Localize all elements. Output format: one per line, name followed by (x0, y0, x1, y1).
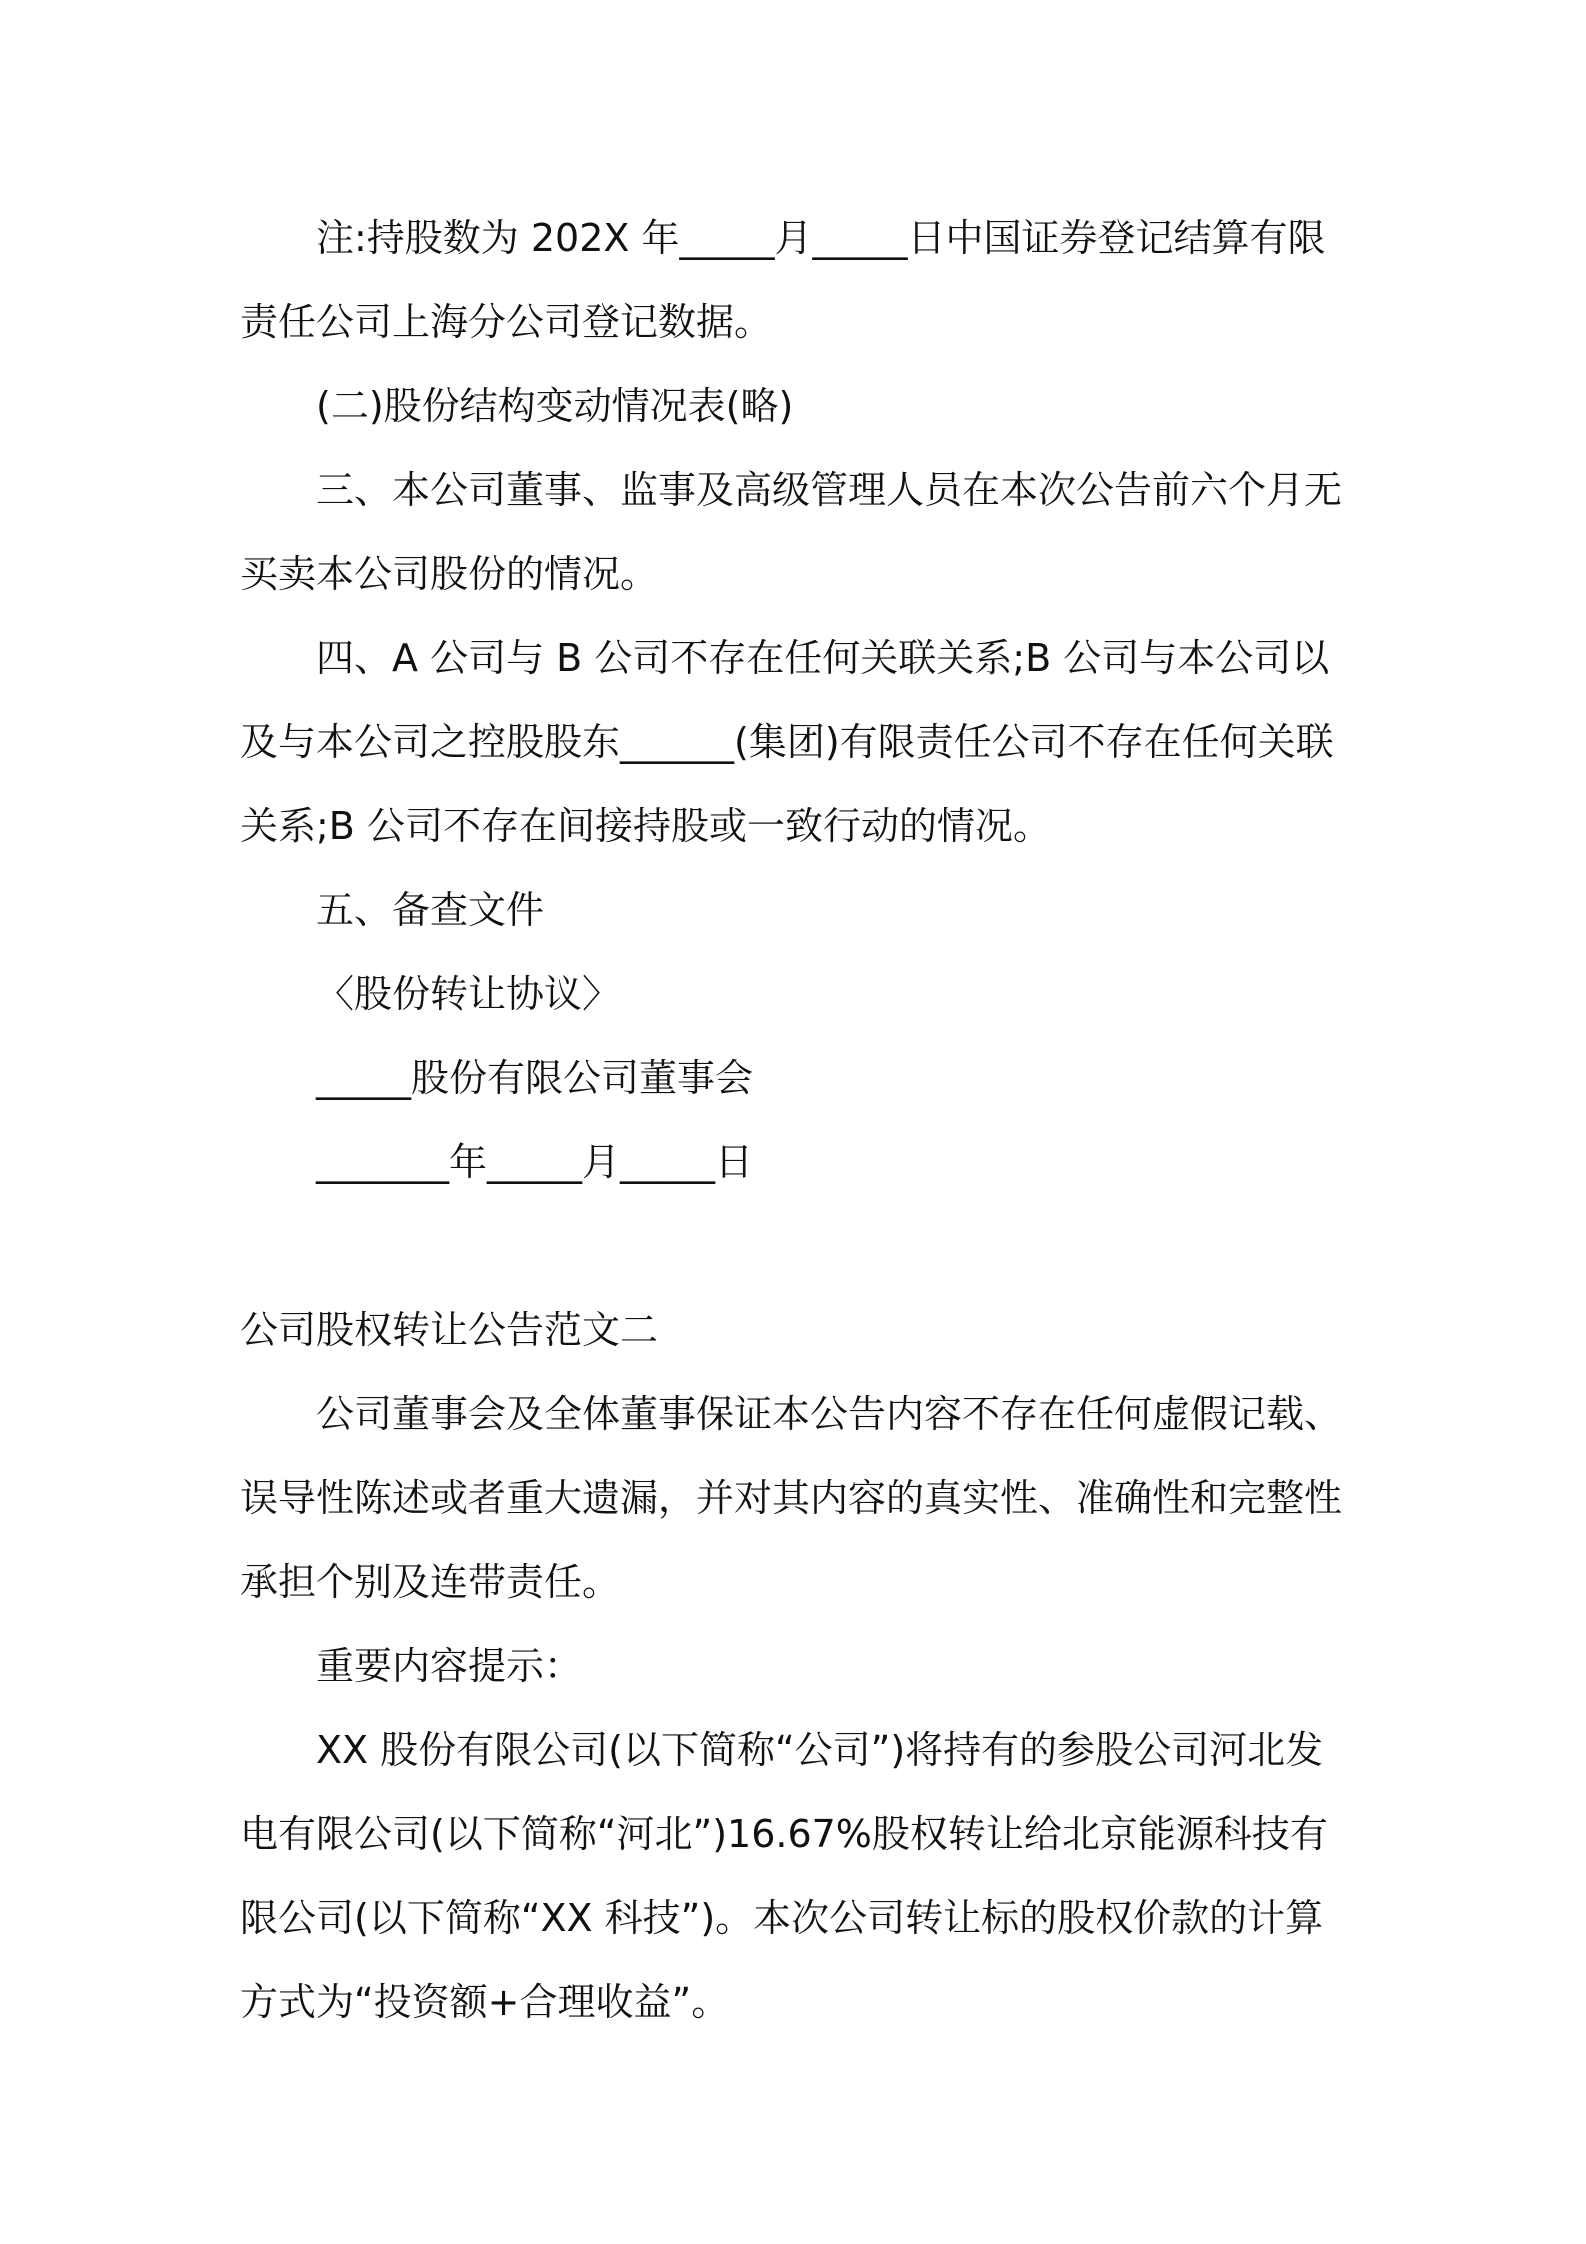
share-structure-paragraph: (二)股份结构变动情况表(略) (316, 384, 794, 428)
important-notice-heading: 重要内容提示： (316, 1644, 583, 1688)
reference-documents-heading: 五、备查文件 (316, 888, 545, 932)
note-paragraph: 注:持股数为 202X 年_____月_____日中国证券登记结算有限责任公司上海分公司登记数据。 (240, 216, 1326, 344)
share-transfer-agreement-line: 〈股份转让协议〉 (316, 972, 621, 1016)
section-spacer (240, 1204, 1356, 1288)
document-body (240, 196, 1356, 2044)
equity-transfer-paragraph: XX 股份有限公司(以下简称“公司”)将持有的参股公司河北发电有限公司(以下简称“河北”)16.67%股权转让给北京能源科技有限公司(以下简称“XX 科技”)。本次公司转让标的股权价款的计算方式为“投资额+合理收益”。 (240, 1728, 1328, 2024)
related-party-paragraph: 四、A 公司与 B 公司不存在任何关联关系;B 公司与本公司以及与本公司之控股股东______(集团)有限责任公司不存在任何关联关系;B 公司不存在间接持股或一致行动的情况。 (240, 636, 1334, 848)
board-guarantee-paragraph: 公司董事会及全体董事保证本公告内容不存在任何虚假记载、误导性陈述或者重大遗漏，并对其内容的真实性、准确性和完整性承担个别及连带责任。 (240, 1392, 1343, 1604)
section-title: 公司股权转让公告范文二 (240, 1308, 659, 1352)
board-signature-line: _____股份有限公司董事会 (316, 1056, 754, 1100)
date-line: _______年_____月_____日 (316, 1140, 754, 1184)
directors-trading-paragraph: 三、本公司董事、监事及高级管理人员在本次公告前六个月无买卖本公司股份的情况。 (240, 468, 1343, 596)
